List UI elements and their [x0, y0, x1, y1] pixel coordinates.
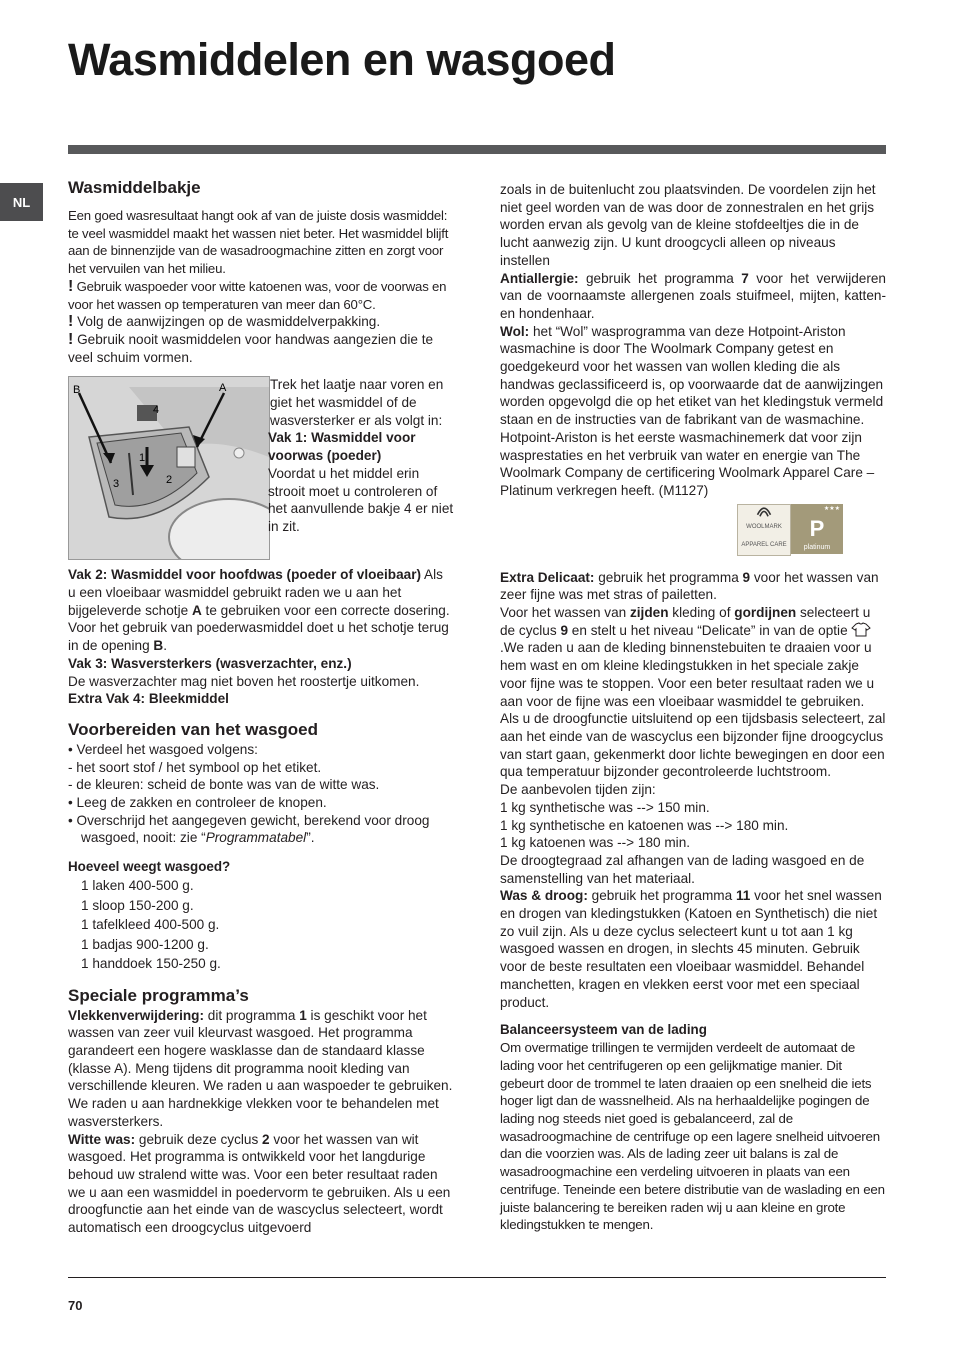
list-item: - het soort stof / het symbool op het etiket. [68, 759, 322, 775]
exclamation-icon: ! [68, 330, 74, 348]
label-3: 3 [113, 478, 120, 491]
list-item: • Verdeel het wasgoed volgens: [68, 741, 258, 757]
wool-ball-icon [753, 505, 775, 520]
drawer-drawing [69, 377, 269, 559]
heading-wasmiddelbakje: Wasmiddelbakje [68, 178, 201, 197]
exclamation-icon: ! [68, 313, 74, 331]
woolmark-icon: WOOLMARK APPAREL CARE [737, 504, 791, 556]
anti-paragraph: Antiallergie: gebruik het programma 7 voor het verwijderen van de voornaamste allergenen zoals stuifmeel, mijten, katten- en hondenhaar. [500, 270, 886, 321]
label-1: 1 [139, 452, 146, 465]
vak1-label: Vak 1: Wasmiddel voor voorwas (poeder) [268, 430, 416, 464]
vlek-paragraph: Vlekkenverwijdering: dit programma 1 is geschikt voor het wassen van zeer vuil kleurvast wasgoed. Het programma garandeert een hogere wasklasse dan de standaard klasse (klasse A). Meng tijdens dit programma nooit kleding van verschillende kleuren. We raden u aan waspoeder te gebruiken. We raden u aan hardnekkige vlekken voor te behandelen met wasversterkers. [68, 1007, 453, 1129]
warning-2: ! Volg de aanwijzingen op de wasmiddelverpakking. [68, 313, 381, 331]
page-title: Wasmiddelen en wasgoed [68, 34, 616, 85]
woolmark-logo [737, 504, 886, 554]
left-column [68, 178, 454, 1237]
list-item: 1 badjas 900-1200 g. [81, 936, 209, 952]
extra-paragraph: Extra Delicaat: gebruik het programma 9 voor het wassen van zeer fijne was met stras of pailetten. [500, 569, 879, 603]
intro-paragraph: Een goed wasresultaat hangt ook af van de juiste dosis wasmiddel: te veel wasmiddel maakt het wassen niet beter. Het wasmiddel blijft aan de binnenzijde van de wasadroogmachine zitten en zorgt voor het vervuilen van het milieu. [68, 208, 449, 277]
extra-paragraph-2: Voor het wassen van zijden kleding of gordijnen selecteert u de cyclus 9 en stelt u het niveau “Delicate” in van de optie .We raden u aan de kleding binnenstebuiten te draaien voor u hem wast en om kleine kledingstukken in het speciale zakje voor fijne was te stoppen. Voor een beter resultaat raden we u aan voor de fijne was een vloeibaar wasmiddel te gebruiken. [500, 605, 875, 709]
vak2-paragraph: Vak 2: Wasmiddel voor hoofdwas (poeder of vloeibaar) Als u een vloeibaar wasmiddel gebruikt raden we u aan het bijgeleverde schotje A te gebruiken voor een correcte dosering. Voor het gebruik van poederwasmiddel doet u het schotje terug in de opening B. [68, 567, 450, 654]
vak1-text: Voordat u het middel erin strooit moet u controleren of het aanvullende bakje 4 er niet in zit. [268, 465, 454, 534]
dry-paragraph: Als u de droogfunctie uitsluitend op een tijdsbasis selecteert, zal aan het einde van de wascyclus een bijzonder fijne droogcyclus van start gaan, gekenmerkt door lichte bewegingen en door een qua temperatuur bijzonder gecontroleerde luchtstroom. [500, 711, 886, 780]
wol-paragraph: Wol: het “Wol” wasprogramma van deze Hotpoint-Ariston wasmachine is door The Woolmark Company getest en goedgekeurd voor het wassen van wollen kleding die als handwas geclassificeerd is, op voorwaarde dat de aanwijzingen worden opgevolgd die op het etiket van het kledingstuk vermeld staan en de instructies van de fabrikant van de wasmachine. Hotpoint-Ariston is het eerste wasmachinemerk dat voor zijn wasprestaties en het verbruik van water en energie van The Woolmark Company de certificering Woolmark Apparel Care – Platinum verkregen heeft. (M1127) [500, 323, 884, 498]
label-4: 4 [153, 404, 160, 417]
exclamation-icon: ! [68, 277, 74, 295]
heading-voorbereiden: Voorbereiden van het wasgoed [68, 719, 319, 739]
weights-list [68, 876, 454, 974]
heading-hoeveel-weegt: Hoeveel weegt wasgoed? [68, 859, 231, 875]
list-item: - de kleuren: scheid de bonte was van de witte was. [68, 777, 380, 793]
list-item: 1 handdoek 150-250 g. [81, 956, 221, 972]
vak4-label: Extra Vak 4: Bleekmiddel [68, 691, 229, 707]
heading-balanceersysteem: Balanceersysteem van de lading [500, 1022, 707, 1038]
detergent-drawer-illustration [68, 376, 270, 560]
list-item: • Overschrijd het aangegeven gewicht, berekend voor droog wasgoed, nooit: zie “Programmatabel”. [68, 812, 430, 846]
list-item: • Leeg de zakken en controleer de knopen. [68, 795, 327, 811]
right-column [500, 181, 886, 1234]
warning-1: ! Gebruik waspoeder voor witte katoenen was, voor de voorwas en voor het wassen op temperaturen van meer dan 60°C. [68, 277, 447, 312]
vak3-label: Vak 3: Wasversterkers (wasverzachter, enz.) [68, 655, 352, 671]
witte-paragraph: Witte was: gebruik deze cyclus 2 voor het wassen van wit wasgoed. Het programma is ontwikkeld voor het langdurige behoud uw stralend witte was. Voor een beter resultaat raden we u aan een wasmiddel in poedervorm te gebruiken. Als u een droogfunctie aan het einde van de wascyclus selecteert, wordt automatisch een droogcyclus uitgevoerd [68, 1131, 451, 1236]
wd-paragraph: Was & droog: gebruik het programma 11 voor het snel wassen en drogen van kledingstukken (Katoen en Synthetisch) die niet zo vuil zijn. Als u deze cyclus selecteert kunt u tot aan 1 kg wasgoed wassen en drogen, in slechts 45 minuten. Gebruik voor de beste resultaten een vloeibaar wasmiddel. Behandel manchetten, kragen en vlekken eerst voor met een speciaal product. [500, 888, 882, 1010]
language-tab: NL [0, 183, 43, 221]
label-2: 2 [166, 474, 173, 487]
platinum-badge: ★★★ P platinum [791, 504, 843, 554]
warning-3: ! Gebruik nooit wasmiddelen voor handwas aangezien die te veel schuim vormen. [68, 330, 434, 365]
shirt-icon [851, 622, 871, 637]
list-item: 1 tafelkleed 400-500 g. [81, 917, 220, 933]
dispenser-figure-block [68, 376, 454, 560]
label-b: B [73, 384, 81, 397]
label-a: A [219, 382, 227, 395]
heading-speciale: Speciale programma’s [68, 985, 249, 1005]
footer-divider [68, 1277, 886, 1278]
prep-list [68, 741, 454, 847]
vak3-text: De wasverzachter mag niet boven het roostertje uitkomen. [68, 673, 420, 689]
list-item: 1 kg katoenen was --> 180 min. [500, 835, 691, 851]
continued-paragraph: zoals in de buitenlucht zou plaatsvinden. De voordelen zijn het niet geel worden van de was door de zonnestralen en het grijs worden ervan als gevolg van de kleine stofdeeltjes die in de lucht aanwezig zijn. U kunt droogcycli alleen op niveaus instellen [500, 182, 876, 268]
figure-instructions [268, 376, 458, 535]
list-item: 1 kg synthetische was --> 150 min. [500, 799, 710, 815]
title-divider [68, 145, 886, 154]
page-number: 70 [68, 1298, 83, 1313]
times-intro: De aanbevolen tijden zijn: [500, 782, 656, 798]
list-item: 1 laken 400-500 g. [81, 878, 194, 894]
drawer-instruction: Trek het laatje naar voren en giet het wasmiddel of de wasversterker er als volgt in: [270, 377, 444, 428]
list-item: 1 sloop 150-200 g. [81, 897, 194, 913]
list-item: 1 kg synthetische en katoenen was --> 180 min. [500, 817, 789, 833]
droog-note: De droogtegraad zal afhangen van de lading wasgoed en de samenstelling van het materiaal. [500, 852, 865, 886]
balans-paragraph: Om overmatige trillingen te vermijden verdeelt de automaat de lading voor het centrifugeren op een gelijkmatige manier. Dit gebeurt door de trommel te laten draaien op een snelheid die iets hoger ligt dan de wassnelheid. Als na herhaaldelijke pogingen de lading nog steeds niet goed is gebalanceerd, zal de wasadroogmachine de centrifuge op een lagere snelheid uitvoeren dan die voorzien was. Als de lading zeer uit balans is zal de wasadroogmachine een verdeling uitvoeren in plaats van een centrifuge. Teneinde een betere distributie van de waslading en een juiste balancering te bereiken raden wij u aan kleine en grote kledingstukken te mengen. [500, 1040, 885, 1233]
